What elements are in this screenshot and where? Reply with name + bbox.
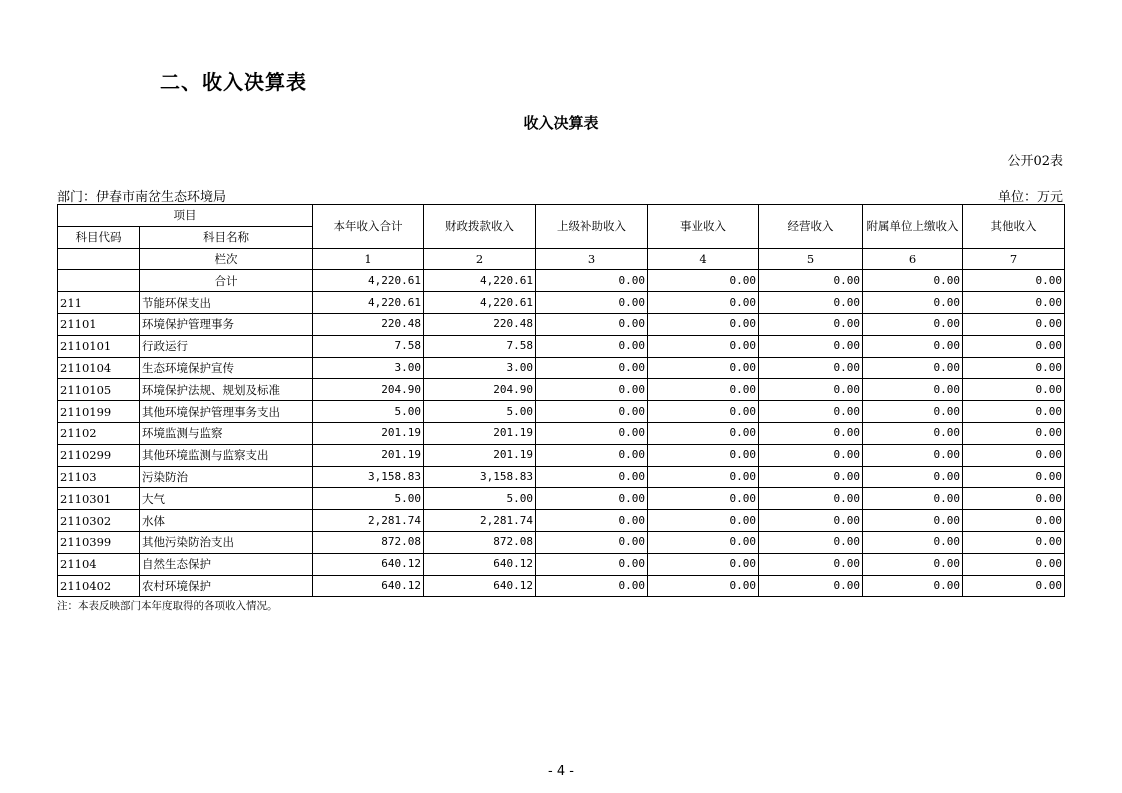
header-item: 项目 <box>58 205 313 227</box>
row-value: 0.00 <box>536 379 648 401</box>
table-row <box>58 335 1065 357</box>
row-value: 7.58 <box>424 335 536 357</box>
row-value: 0.00 <box>863 488 963 510</box>
table-row <box>58 488 1065 510</box>
subject-code: 21102 <box>58 422 140 444</box>
row-value: 0.00 <box>863 313 963 335</box>
row-value: 0.00 <box>536 313 648 335</box>
row-value: 201.19 <box>313 444 424 466</box>
row-value: 0.00 <box>536 335 648 357</box>
row-value: 0.00 <box>536 357 648 379</box>
row-value: 0.00 <box>963 444 1065 466</box>
subject-name: 大气 <box>140 488 313 510</box>
table-row <box>58 575 1065 597</box>
row-value: 0.00 <box>963 401 1065 423</box>
row-value: 0.00 <box>963 466 1065 488</box>
section-title: 二、收入决算表 <box>160 70 307 94</box>
row-value: 0.00 <box>648 401 759 423</box>
row-value: 2,281.74 <box>313 510 424 532</box>
row-value: 3,158.83 <box>424 466 536 488</box>
table-row <box>58 379 1065 401</box>
header-row-index <box>58 248 1065 270</box>
row-value: 0.00 <box>536 553 648 575</box>
row-value: 0.00 <box>648 292 759 314</box>
row-value: 7.58 <box>313 335 424 357</box>
subject-code: 2110101 <box>58 335 140 357</box>
table-row <box>58 553 1065 575</box>
row-value: 4,220.61 <box>313 292 424 314</box>
row-value: 220.48 <box>424 313 536 335</box>
row-value: 0.00 <box>963 379 1065 401</box>
row-value: 0.00 <box>963 488 1065 510</box>
total-row <box>58 270 1065 292</box>
total-value: 0.00 <box>863 270 963 292</box>
header-col-other: 其他收入 <box>963 205 1065 249</box>
index-blank <box>58 248 140 270</box>
subject-name: 行政运行 <box>140 335 313 357</box>
total-value: 4,220.61 <box>313 270 424 292</box>
subject-code: 211 <box>58 292 140 314</box>
row-value: 0.00 <box>536 422 648 444</box>
row-value: 5.00 <box>313 401 424 423</box>
row-value: 0.00 <box>648 379 759 401</box>
row-value: 0.00 <box>759 357 863 379</box>
table-row <box>58 531 1065 553</box>
row-value: 872.08 <box>424 531 536 553</box>
row-value: 220.48 <box>313 313 424 335</box>
col-number: 1 <box>313 248 424 270</box>
row-value: 0.00 <box>759 488 863 510</box>
header-col-business: 事业收入 <box>648 205 759 249</box>
subject-code: 21104 <box>58 553 140 575</box>
table-row <box>58 357 1065 379</box>
row-value: 0.00 <box>759 401 863 423</box>
row-value: 0.00 <box>863 422 963 444</box>
subject-name: 其他环境保护管理事务支出 <box>140 401 313 423</box>
row-value: 872.08 <box>313 531 424 553</box>
header-col-superior: 上级补助收入 <box>536 205 648 249</box>
row-value: 5.00 <box>424 488 536 510</box>
total-value: 0.00 <box>648 270 759 292</box>
table-row <box>58 401 1065 423</box>
subject-name: 自然生态保护 <box>140 553 313 575</box>
subject-code: 21103 <box>58 466 140 488</box>
subject-code: 2110299 <box>58 444 140 466</box>
row-value: 0.00 <box>648 357 759 379</box>
row-value: 0.00 <box>863 466 963 488</box>
index-label: 栏次 <box>140 248 313 270</box>
total-code-blank <box>58 270 140 292</box>
row-value: 0.00 <box>963 335 1065 357</box>
table-title: 收入决算表 <box>523 114 599 132</box>
total-value: 0.00 <box>759 270 863 292</box>
row-value: 0.00 <box>863 335 963 357</box>
table-note: 注：本表反映部门本年度取得的各项收入情况。 <box>57 600 278 612</box>
col-number: 2 <box>424 248 536 270</box>
header-col-fiscal: 财政拨款收入 <box>424 205 536 249</box>
row-value: 0.00 <box>648 335 759 357</box>
department-label: 部门：伊春市南岔生态环境局 <box>57 190 227 205</box>
row-value: 0.00 <box>759 313 863 335</box>
row-value: 2,281.74 <box>424 510 536 532</box>
row-value: 5.00 <box>424 401 536 423</box>
subject-name: 生态环境保护宣传 <box>140 357 313 379</box>
row-value: 640.12 <box>424 575 536 597</box>
row-value: 204.90 <box>424 379 536 401</box>
row-value: 0.00 <box>759 444 863 466</box>
row-value: 0.00 <box>863 575 963 597</box>
row-value: 5.00 <box>313 488 424 510</box>
row-value: 201.19 <box>424 444 536 466</box>
row-value: 0.00 <box>863 379 963 401</box>
header-col-total: 本年收入合计 <box>313 205 424 249</box>
row-value: 0.00 <box>863 444 963 466</box>
row-value: 0.00 <box>536 575 648 597</box>
row-value: 0.00 <box>863 531 963 553</box>
header-col-operating: 经营收入 <box>759 205 863 249</box>
row-value: 0.00 <box>863 292 963 314</box>
row-value: 0.00 <box>536 401 648 423</box>
header-row-1 <box>58 205 1065 227</box>
row-value: 204.90 <box>313 379 424 401</box>
table-row <box>58 422 1065 444</box>
row-value: 0.00 <box>963 313 1065 335</box>
row-value: 0.00 <box>536 488 648 510</box>
subject-name: 水体 <box>140 510 313 532</box>
row-value: 0.00 <box>759 553 863 575</box>
row-value: 0.00 <box>863 553 963 575</box>
row-value: 201.19 <box>313 422 424 444</box>
subject-name: 节能环保支出 <box>140 292 313 314</box>
row-value: 0.00 <box>536 292 648 314</box>
header-subject-name: 科目名称 <box>140 226 313 248</box>
subject-code: 2110302 <box>58 510 140 532</box>
row-value: 0.00 <box>648 553 759 575</box>
row-value: 0.00 <box>759 335 863 357</box>
row-value: 0.00 <box>963 531 1065 553</box>
header-subject-code: 科目代码 <box>58 226 140 248</box>
subject-name: 环境监测与监察 <box>140 422 313 444</box>
row-value: 0.00 <box>963 553 1065 575</box>
row-value: 0.00 <box>963 292 1065 314</box>
header-col-affiliated: 附属单位上缴收入 <box>863 205 963 249</box>
table-row <box>58 444 1065 466</box>
col-number: 7 <box>963 248 1065 270</box>
row-value: 201.19 <box>424 422 536 444</box>
row-value: 0.00 <box>759 531 863 553</box>
total-value: 0.00 <box>536 270 648 292</box>
row-value: 0.00 <box>759 422 863 444</box>
row-value: 640.12 <box>313 575 424 597</box>
subject-name: 环境保护法规、规划及标准 <box>140 379 313 401</box>
subject-code: 2110104 <box>58 357 140 379</box>
row-value: 0.00 <box>648 531 759 553</box>
subject-name: 污染防治 <box>140 466 313 488</box>
table-row <box>58 292 1065 314</box>
table-row <box>58 510 1065 532</box>
subject-name: 环境保护管理事务 <box>140 313 313 335</box>
total-value: 0.00 <box>963 270 1065 292</box>
row-value: 0.00 <box>648 422 759 444</box>
row-value: 0.00 <box>648 510 759 532</box>
unit-label: 单位：万元 <box>997 190 1063 205</box>
subject-code: 2110105 <box>58 379 140 401</box>
total-value: 4,220.61 <box>424 270 536 292</box>
table-row <box>58 466 1065 488</box>
row-value: 0.00 <box>648 444 759 466</box>
row-value: 3.00 <box>313 357 424 379</box>
row-value: 0.00 <box>863 510 963 532</box>
subject-code: 2110399 <box>58 531 140 553</box>
row-value: 0.00 <box>963 357 1065 379</box>
row-value: 0.00 <box>648 488 759 510</box>
col-number: 6 <box>863 248 963 270</box>
row-value: 0.00 <box>648 313 759 335</box>
income-table <box>57 204 1065 597</box>
total-label: 合计 <box>140 270 313 292</box>
row-value: 0.00 <box>963 575 1065 597</box>
subject-code: 2110301 <box>58 488 140 510</box>
row-value: 0.00 <box>759 466 863 488</box>
subject-code: 2110199 <box>58 401 140 423</box>
table-row <box>58 313 1065 335</box>
row-value: 0.00 <box>759 575 863 597</box>
col-number: 3 <box>536 248 648 270</box>
row-value: 0.00 <box>648 466 759 488</box>
row-value: 3,158.83 <box>313 466 424 488</box>
row-value: 0.00 <box>536 466 648 488</box>
row-value: 0.00 <box>863 357 963 379</box>
row-value: 0.00 <box>536 531 648 553</box>
page-number: - 4 - <box>548 764 574 779</box>
row-value: 640.12 <box>424 553 536 575</box>
subject-name: 其他污染防治支出 <box>140 531 313 553</box>
row-value: 3.00 <box>424 357 536 379</box>
subject-code: 21101 <box>58 313 140 335</box>
row-value: 0.00 <box>863 401 963 423</box>
row-value: 0.00 <box>963 422 1065 444</box>
row-value: 4,220.61 <box>424 292 536 314</box>
row-value: 0.00 <box>759 379 863 401</box>
row-value: 0.00 <box>963 510 1065 532</box>
subject-code: 2110402 <box>58 575 140 597</box>
row-value: 0.00 <box>536 510 648 532</box>
subject-name: 农村环境保护 <box>140 575 313 597</box>
row-value: 0.00 <box>536 444 648 466</box>
col-number: 5 <box>759 248 863 270</box>
row-value: 0.00 <box>759 292 863 314</box>
subject-name: 其他环境监测与监察支出 <box>140 444 313 466</box>
col-number: 4 <box>648 248 759 270</box>
row-value: 640.12 <box>313 553 424 575</box>
form-code: 公开02表 <box>1007 154 1063 169</box>
row-value: 0.00 <box>648 575 759 597</box>
row-value: 0.00 <box>759 510 863 532</box>
